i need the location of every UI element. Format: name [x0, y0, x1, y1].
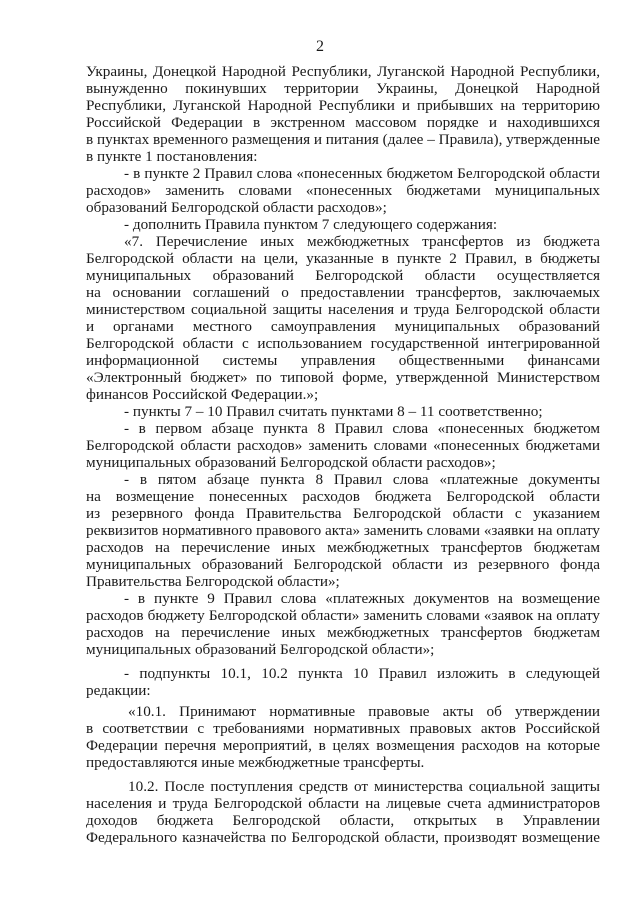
text-line: вынужденно покинувших территории Украины, Донецкой Народной [86, 80, 600, 97]
text-line: Федерации перечня мероприятий, в целях возмещения расходов на которые [86, 737, 600, 754]
text-line: Белгородской области на цели, указанные в пункте 2 Правил, в бюджеты [86, 250, 600, 267]
text-line: образований Белгородской области расходов»; [86, 199, 387, 216]
text-line: «Электронный бюджет» по типовой форме, утвержденной Министерством [86, 369, 600, 386]
text-line: Правительства Белгородской области»; [86, 573, 340, 590]
text-line: - в пункте 9 Правил слова «платежных документов на возмещение [124, 590, 600, 607]
text-line: - дополнить Правила пунктом 7 следующего содержания: [124, 216, 498, 233]
text-line: предоставляются иные межбюджетные трансферты. [86, 754, 425, 771]
text-line: в пунктах временного размещения и питания (далее – Правила), утвержденные [86, 131, 600, 148]
text-line: муниципальных образований Белгородской области расходов»; [86, 454, 496, 471]
text-line: расходов бюджету Белгородской области» заменить словами «заявок на оплату [86, 607, 600, 624]
text-line: в соответствии с требованиями нормативных правовых актов Российской [86, 720, 600, 737]
text-line: Федерального казначейства по Белгородской области, производят возмещение [86, 829, 600, 846]
text-line: - в пятом абзаце пункта 8 Правил слова «платежные документы [124, 471, 600, 488]
text-line: расходов» заменить словами «понесенных бюджетами муниципальных [86, 182, 600, 199]
text-line: реквизитов нормативного правового акта» заменить словами «заявки на оплату [86, 522, 600, 539]
text-line: «7. Перечисление иных межбюджетных трансфертов из бюджета [124, 233, 600, 250]
text-line: муниципальных образований Белгородской области»; [86, 641, 435, 658]
text-line: - пункты 7 – 10 Правил считать пунктами 8 – 11 соответственно; [124, 403, 543, 420]
text-line: Российской Федерации в экстренном массовом порядке и находившихся [86, 114, 600, 131]
text-line: на основании соглашений о предоставлении трансфертов, заключаемых [86, 284, 600, 301]
text-line: Украины, Донецкой Народной Республики, Луганской Народной Республики, [86, 63, 600, 80]
text-line: информационной системы управления общественными финансами [86, 352, 600, 369]
text-line: «10.1. Принимают нормативные правовые акты об утверждении [128, 703, 600, 720]
text-line: из резервного фонда Правительства Белгородской области с указанием [86, 505, 600, 522]
text-line: Белгородской области расходов» заменить словами «понесенных бюджетами [86, 437, 600, 454]
text-line: муниципальных образований Белгородской области из резервного фонда [86, 556, 600, 573]
text-line: - в пункте 2 Правил слова «понесенных бюджетом Белгородской области [124, 165, 600, 182]
text-line: финансов Российской Федерации.»; [86, 386, 319, 403]
text-line: - подпункты 10.1, 10.2 пункта 10 Правил изложить в следующей [124, 665, 600, 682]
text-line: Белгородской области с использованием государственной интегрированной [86, 335, 600, 352]
text-line: расходов на перечисление иных межбюджетных трансфертов бюджетам [86, 539, 600, 556]
text-line: 10.2. После поступления средств от министерства социальной защиты [128, 778, 600, 795]
text-line: в пункте 1 постановления: [86, 148, 258, 165]
text-line: редакции: [86, 682, 151, 699]
text-line: министерством социальной защиты населения и труда Белгородской области [86, 301, 600, 318]
text-line: муниципальных образований Белгородской области осуществляется [86, 267, 600, 284]
text-line: доходов бюджета Белгородской области, открытых в Управлении [86, 812, 600, 829]
text-line: расходов на перечисление иных межбюджетных трансфертов бюджетам [86, 624, 600, 641]
text-line: - в первом абзаце пункта 8 Правил слова «понесенных бюджетом [124, 420, 600, 437]
text-line: Республики, Луганской Народной Республики и прибывших на территорию [86, 97, 600, 114]
text-line: населения и труда Белгородской области на лицевые счета администраторов [86, 795, 600, 812]
text-line: и органами местного самоуправления муниципальных образований [86, 318, 600, 335]
text-line: на возмещение понесенных расходов бюджета Белгородской области [86, 488, 600, 505]
page-number: 2 [316, 38, 324, 55]
